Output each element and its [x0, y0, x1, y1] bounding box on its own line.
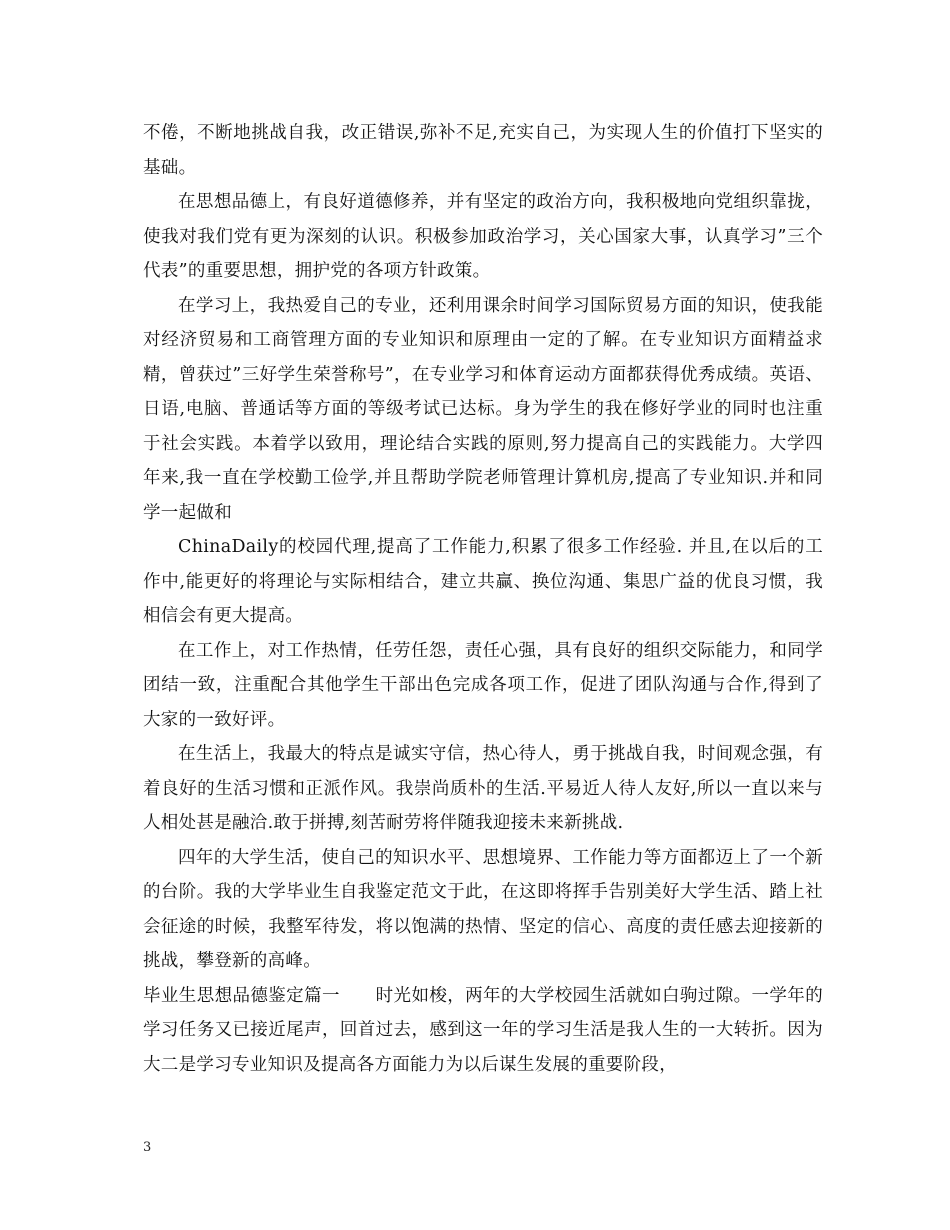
paragraph-8: 毕业生思想品德鉴定篇一 时光如梭，两年的大学校园生活就如白驹过隙。一学年的学习任务又已接近尾声，回首过去，感到这一年的学习生活是我人生的一大转折。因为大二是学习专业知识及提高各方面能力为以后谋生发展的重要阶段， [143, 985, 823, 1075]
page-number: 3 [143, 1140, 152, 1155]
paragraph-6: 在生活上，我最大的特点是诚实守信，热心待人，勇于挑战自我，时间观念强，有着良好的生活习惯和正派作风。我崇尚质朴的生活.平易近人待人友好,所以一直以来与人相处甚是融洽.敢于拼搏,刻苦耐劳将伴随我迎接未来新挑战. [143, 744, 823, 833]
paragraph-4: ChinaDaily的校园代理,提高了工作能力,积累了很多工作经验. 并且,在以后的工作中,能更好的将理论与实际相结合，建立共赢、换位沟通、集思广益的优良习惯，我相信会有更大提高。 [143, 537, 823, 626]
paragraph-3: 在学习上，我热爱自己的专业，还利用课余时间学习国际贸易方面的知识，使我能对经济贸易和工商管理方面的专业知识和原理由一定的了解。在专业知识方面精益求精，曾获过”三好学生荣誉称号”，在专业学习和体育运动方面都获得优秀成绩。英语、日语,电脑、普通话等方面的等级考试已达标。身为学生的我在修好学业的同时也注重于社会实践。本着学以致用，理论结合实践的原则,努力提高自己的实践能力。大学四年来,我一直在学校勤工俭学,并且帮助学院老师管理计算机房,提高了专业知识.并和同学一起做和 [143, 295, 823, 523]
paragraph-5: 在工作上，对工作热情，任劳任怨，责任心强，具有良好的组织交际能力，和同学团结一致，注重配合其他学生干部出色完成各项工作，促进了团队沟通与合作,得到了大家的一致好评。 [143, 640, 823, 730]
paragraph-2: 在思想品德上，有良好道德修养，并有坚定的政治方向，我积极地向党组织靠拢，使我对我们党有更为深刻的认识。积极参加政治学习，关心国家大事，认真学习”三个代表”的重要思想，拥护党的各项方针政策。 [143, 192, 823, 281]
paragraph-7: 四年的大学生活，使自己的知识水平、思想境界、工作能力等方面都迈上了一个新的台阶。我的大学毕业生自我鉴定范文于此，在这即将挥手告别美好大学生活、踏上社会征途的时候，我整军待发，将以饱满的热情、坚定的信心、高度的责任感去迎接新的挑战，攀登新的高峰。 [143, 847, 823, 971]
paragraph-1: 不倦，不断地挑战自我，改正错误,弥补不足,充实自己，为实现人生的价值打下坚实的基础。 [143, 123, 823, 178]
document-body [143, 116, 823, 1082]
